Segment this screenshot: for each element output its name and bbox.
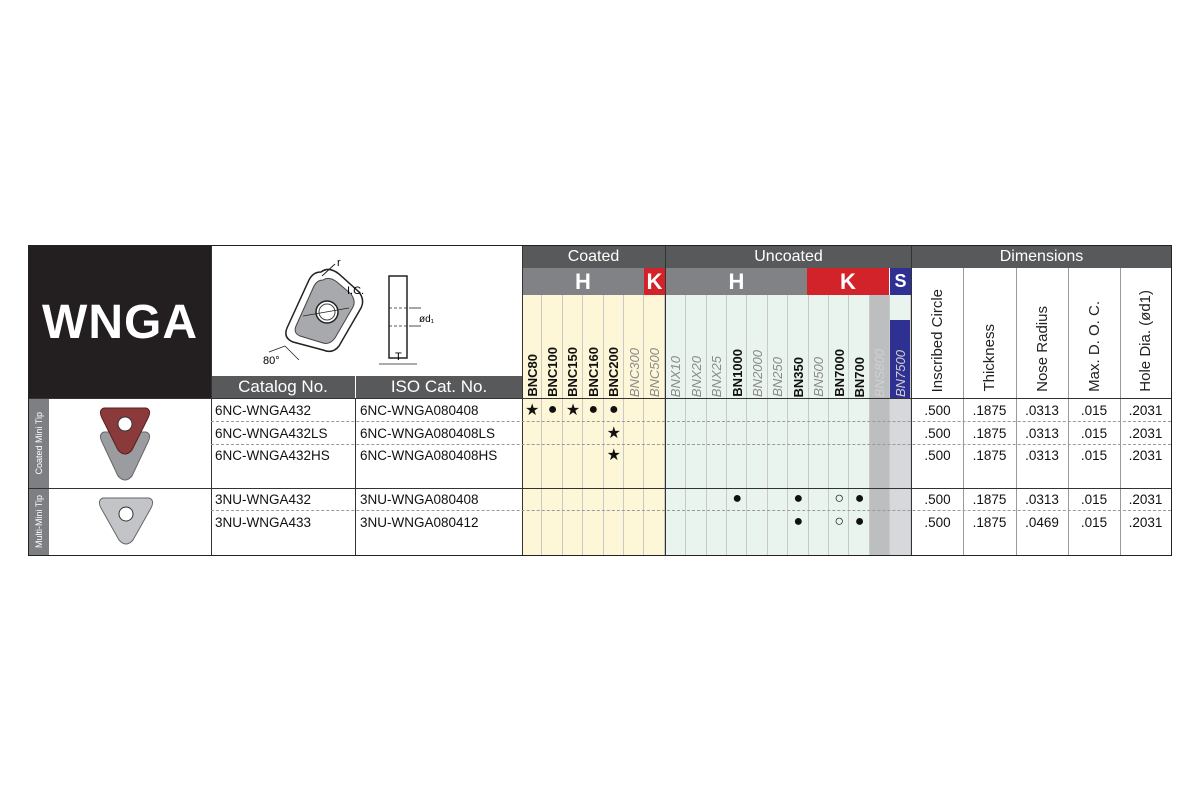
dimension-value: .500 — [924, 514, 951, 530]
dimension-value: .015 — [1080, 425, 1108, 441]
iso-col-header — [355, 376, 522, 398]
uncoated-h-header — [666, 268, 807, 295]
dimension-value: .0469 — [1025, 514, 1059, 530]
label-hole: ød₁ — [419, 314, 435, 325]
dimension-value: .2031 — [1128, 447, 1163, 463]
grade-label: BNC200 — [606, 347, 622, 397]
coated-h-header — [522, 268, 644, 295]
uncoated-s2-label: S — [894, 271, 907, 291]
iso-catalog-number: 6NC-WNGA080408HS — [360, 447, 498, 463]
catalog-col-header — [211, 376, 355, 398]
grade-label: BNC80 — [524, 354, 540, 397]
coated-k-header — [644, 268, 665, 295]
divider-4 — [665, 246, 666, 555]
dimension-value: .1875 — [972, 491, 1007, 507]
dimension-value: .1875 — [972, 447, 1007, 463]
dimension-header: Inscribed Circle — [929, 288, 946, 392]
dimension-value: .015 — [1080, 514, 1108, 530]
grade-mark: ○ — [834, 490, 845, 507]
insert-diagram — [211, 246, 522, 376]
uncoated-group-header — [666, 246, 911, 268]
grade-label: BN250 — [770, 357, 786, 397]
grade-label: BN700 — [851, 356, 867, 397]
uncoated-k-header — [807, 268, 889, 295]
grade-label: BNS800 — [872, 348, 888, 397]
coated-group-header — [522, 246, 665, 268]
dimension-header: Hole Dia. (ød1) — [1137, 290, 1154, 392]
iso-catalog-number: 6NC-WNGA080408LS — [360, 425, 496, 441]
catalog-number: 3NU-WNGA433 — [215, 514, 312, 530]
uncoated-group-label: Uncoated — [754, 248, 823, 265]
multi-side-text: Multi-Mini Tip — [34, 495, 44, 549]
grade-mark: ★ — [606, 447, 621, 464]
uncoated-s2-header — [890, 268, 911, 295]
dimension-value: .015 — [1080, 402, 1108, 418]
iso-catalog-number: 3NU-WNGA080412 — [360, 514, 479, 530]
dimension-header: Nose Radius — [1033, 306, 1051, 392]
dimension-value: .2031 — [1128, 402, 1163, 418]
grade-label: BN350 — [790, 356, 806, 397]
dimension-header: Thickness — [981, 324, 998, 392]
grade-mark: ● — [547, 401, 558, 418]
catalog-number: 6NC-WNGA432LS — [215, 425, 328, 441]
dimension-value: .0313 — [1025, 491, 1059, 507]
grade-label: BN2000 — [749, 350, 765, 397]
label-ic: I.C. — [347, 285, 365, 297]
grade-label: BNX10 — [668, 355, 684, 397]
uncoated-h-label: H — [728, 268, 745, 294]
grade-label: BNC160 — [585, 347, 601, 397]
dimensions-group-label: Dimensions — [999, 248, 1084, 265]
grade-label: BNX20 — [688, 355, 704, 397]
dimensions-group-header — [912, 246, 1171, 268]
grade-mark: ● — [793, 513, 804, 530]
dimension-value: .0313 — [1025, 425, 1059, 441]
product-title-text: WNGA — [42, 295, 198, 349]
dimension-value: .500 — [924, 425, 951, 441]
dimension-value: .015 — [1080, 447, 1108, 463]
dimension-value: .015 — [1080, 491, 1108, 507]
grade-mark: ● — [854, 513, 865, 530]
dimension-value: .2031 — [1128, 491, 1163, 507]
grade-label: BNC150 — [565, 347, 581, 397]
product-title — [29, 246, 211, 398]
grade-label: BNC100 — [544, 347, 560, 397]
grade-mark: ○ — [834, 513, 845, 530]
coated-h-label: H — [575, 268, 591, 294]
dimension-value: .1875 — [972, 514, 1007, 530]
grade-label: BN7500 — [892, 350, 908, 397]
coated-insert-image — [90, 402, 160, 486]
grade-label: BN500 — [811, 357, 827, 397]
catalog-number: 6NC-WNGA432HS — [215, 447, 330, 463]
dimension-value: .1875 — [972, 425, 1007, 441]
coated-side-label — [29, 399, 49, 488]
catalog-number: 6NC-WNGA432 — [215, 402, 312, 418]
label-r: r — [337, 257, 341, 269]
iso-col-label: ISO Cat. No. — [390, 377, 488, 396]
grade-mark: ★ — [525, 402, 540, 419]
dimension-value: .500 — [924, 491, 951, 507]
coated-k-label: K — [646, 268, 663, 294]
dimension-value: .2031 — [1128, 425, 1163, 441]
dimension-header: Max. D. O. C. — [1085, 301, 1103, 392]
coated-group-label: Coated — [567, 248, 620, 265]
dimension-value: .1875 — [972, 402, 1007, 418]
dimension-value: .500 — [924, 447, 951, 463]
insert-diagram-svg — [211, 246, 522, 376]
catalog-number: 3NU-WNGA432 — [215, 491, 312, 507]
grade-label: BNC300 — [626, 347, 642, 397]
iso-catalog-number: 6NC-WNGA080408 — [360, 402, 479, 418]
grade-mark: ● — [793, 490, 804, 507]
divider-1 — [211, 246, 212, 555]
dimension-value: .2031 — [1128, 514, 1163, 530]
multi-side-label — [29, 489, 49, 555]
uncoated-k-label: K — [840, 268, 856, 294]
dimension-value: .500 — [924, 402, 951, 418]
coated-side-text: Coated Mini Tip — [34, 412, 44, 475]
grade-mark: ● — [732, 490, 743, 507]
label-angle: 80° — [263, 355, 280, 367]
grade-mark: ● — [854, 490, 865, 507]
label-t: T — [395, 351, 402, 363]
grade-mark: ★ — [606, 425, 621, 442]
grade-mark: ● — [588, 401, 599, 418]
iso-catalog-number: 3NU-WNGA080408 — [360, 491, 479, 507]
grade-mark: ★ — [565, 402, 581, 419]
grade-mark: ● — [608, 401, 619, 418]
catalog-col-label: Catalog No. — [238, 377, 328, 396]
grade-label: BN7000 — [831, 349, 847, 397]
multi-insert-image — [95, 492, 157, 550]
grade-label: BNC500 — [646, 347, 662, 397]
dimension-value: .0313 — [1025, 402, 1059, 418]
grade-label: BN1000 — [729, 349, 745, 397]
dimension-value: .0313 — [1025, 447, 1059, 463]
grade-label: BNX25 — [709, 355, 725, 397]
